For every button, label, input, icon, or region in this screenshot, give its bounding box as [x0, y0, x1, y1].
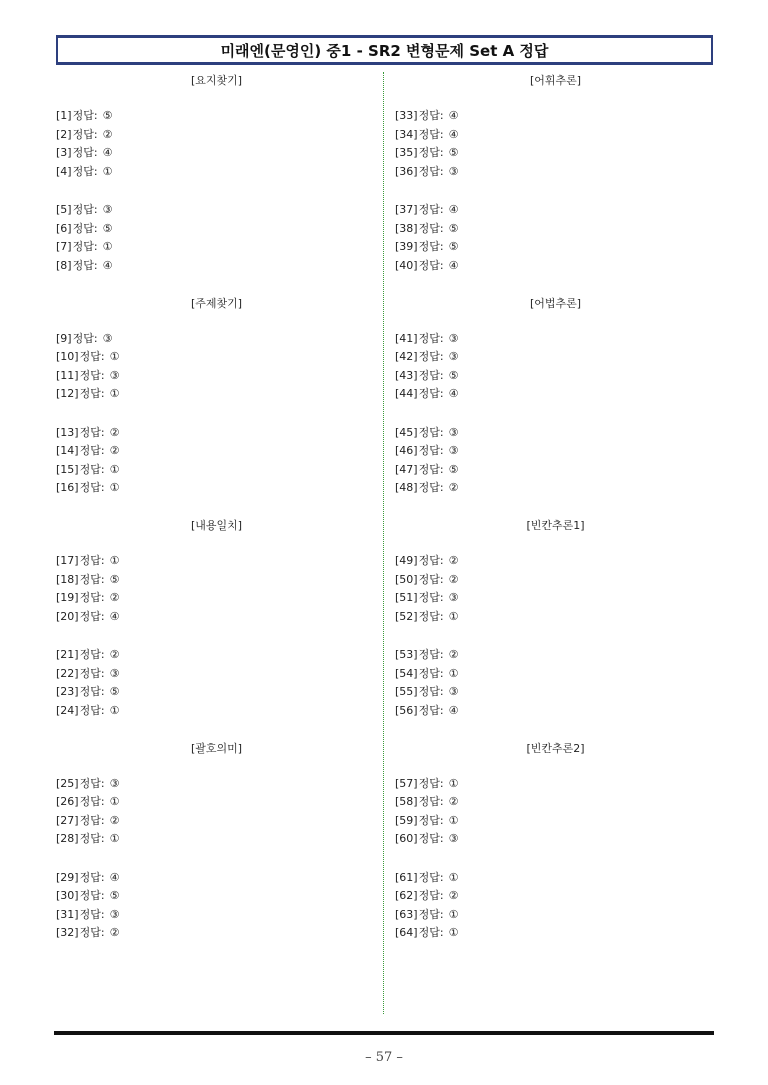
question-number: [2]	[56, 127, 72, 141]
question-number: [16]	[56, 481, 79, 495]
answer-label: 정답:	[418, 813, 444, 827]
answer-label: 정답:	[418, 258, 444, 272]
answer-row	[56, 552, 119, 571]
answer-group	[395, 552, 458, 626]
question-number: [55]	[395, 685, 418, 699]
answer-section	[54, 513, 384, 736]
answer-label: 정답:	[418, 444, 444, 458]
answer-row	[56, 571, 119, 590]
answer-label: 정답:	[418, 795, 444, 809]
answer-value: ③	[448, 685, 459, 699]
page-number: – 57 –	[365, 1050, 403, 1065]
section-title: [괄호의미]	[190, 741, 243, 755]
answer-row	[395, 702, 458, 721]
answer-row	[56, 220, 112, 239]
question-number: [12]	[56, 387, 79, 401]
answer-value: ③	[448, 832, 459, 846]
answer-value: ①	[448, 870, 459, 884]
question-number: [36]	[395, 164, 418, 178]
answer-label: 정답:	[79, 685, 105, 699]
answer-value: ②	[448, 572, 459, 586]
question-number: [23]	[56, 685, 79, 699]
answer-value: ②	[109, 648, 120, 661]
answer-row	[395, 906, 458, 925]
answer-label: 정답:	[79, 368, 105, 382]
question-number: [9]	[56, 331, 72, 345]
answer-value: ⑤	[109, 572, 120, 586]
answer-value: ①	[102, 164, 113, 178]
question-number: [51]	[395, 591, 418, 605]
question-number: [33]	[395, 109, 418, 122]
answer-value: ②	[448, 554, 459, 567]
question-number: [49]	[395, 554, 418, 567]
answer-value: ⑤	[448, 221, 459, 235]
question-number: [21]	[56, 648, 79, 661]
question-number: [58]	[395, 795, 418, 809]
question-number: [30]	[56, 889, 79, 903]
question-number: [28]	[56, 832, 79, 846]
answer-value: ①	[102, 240, 113, 254]
answer-row	[395, 869, 458, 888]
answer-label: 정답:	[418, 609, 444, 623]
answer-value: ④	[448, 703, 459, 717]
answer-label: 정답:	[418, 127, 444, 141]
answer-label: 정답:	[418, 591, 444, 605]
question-number: [38]	[395, 221, 418, 235]
answer-row	[56, 589, 119, 608]
answer-value: ①	[448, 776, 459, 790]
answer-label: 정답:	[418, 870, 444, 884]
answer-value: ②	[448, 481, 459, 495]
answer-value: ②	[109, 425, 120, 439]
answer-label: 정답:	[418, 554, 444, 567]
question-number: [42]	[395, 350, 418, 364]
answer-row	[56, 442, 119, 461]
answer-value: ⑤	[102, 109, 113, 122]
answer-row	[56, 348, 119, 367]
question-number: [18]	[56, 572, 79, 586]
answer-value: ①	[109, 481, 120, 495]
answer-value: ③	[448, 444, 459, 458]
answer-row	[56, 163, 112, 182]
answer-label: 정답:	[79, 813, 105, 827]
answer-row	[395, 348, 458, 367]
answer-row	[56, 924, 119, 943]
answer-value: ④	[448, 258, 459, 272]
answer-row	[395, 812, 458, 831]
answer-value: ④	[109, 609, 120, 623]
answer-section	[393, 68, 723, 291]
footer-rule	[54, 1031, 714, 1035]
answer-label: 정답:	[72, 240, 98, 254]
answer-value: ④	[448, 127, 459, 141]
answer-value: ④	[448, 109, 459, 122]
answer-section	[393, 513, 723, 736]
answer-value: ①	[109, 703, 120, 717]
question-number: [11]	[56, 368, 79, 382]
answer-row	[395, 683, 458, 702]
page-title-text: 미래엔(문영인) 중1 - SR2 변형문제 Set A 정답	[220, 41, 549, 60]
question-number: [32]	[56, 926, 79, 940]
answer-label: 정답:	[418, 648, 444, 661]
question-number: [25]	[56, 776, 79, 790]
section-title: [빈칸추론1]	[526, 519, 585, 532]
answer-label: 정답:	[418, 425, 444, 439]
question-number: [4]	[56, 164, 72, 178]
answer-label: 정답:	[79, 591, 105, 605]
question-number: [39]	[395, 240, 418, 254]
question-number: [26]	[56, 795, 79, 809]
answer-row	[56, 257, 112, 276]
answer-label: 정답:	[79, 870, 105, 884]
question-number: [13]	[56, 425, 79, 439]
answer-label: 정답:	[79, 926, 105, 940]
answer-row	[56, 330, 119, 349]
section-title: [요지찾기]	[190, 74, 243, 87]
answer-label: 정답:	[79, 481, 105, 495]
answer-group	[56, 107, 112, 181]
answer-value: ②	[109, 813, 120, 827]
answer-label: 정답:	[418, 350, 444, 364]
answer-value: ③	[448, 425, 459, 439]
answer-value: ④	[102, 258, 113, 272]
answer-group	[395, 330, 458, 404]
answer-row	[395, 201, 458, 220]
answer-group	[56, 775, 119, 849]
page-title	[56, 35, 713, 65]
answer-label: 정답:	[418, 146, 444, 160]
answer-row	[56, 479, 119, 498]
question-number: [22]	[56, 666, 79, 680]
answer-value: ①	[109, 832, 120, 846]
answer-label: 정답:	[72, 203, 98, 216]
answer-row	[395, 589, 458, 608]
answer-row	[395, 220, 458, 239]
answer-row	[395, 461, 458, 480]
question-number: [6]	[56, 221, 72, 235]
question-number: [63]	[395, 907, 418, 921]
answer-label: 정답:	[418, 331, 444, 345]
answer-value: ④	[109, 870, 120, 884]
answer-row	[395, 163, 458, 182]
answer-row	[56, 906, 119, 925]
answer-value: ③	[102, 331, 113, 345]
answer-label: 정답:	[79, 776, 105, 790]
answer-value: ⑤	[109, 685, 120, 699]
question-number: [46]	[395, 444, 418, 458]
question-number: [40]	[395, 258, 418, 272]
answer-group	[395, 424, 458, 498]
answer-row	[56, 608, 119, 627]
answer-value: ①	[109, 795, 120, 809]
answer-row	[395, 571, 458, 590]
answer-row	[395, 608, 458, 627]
answer-label: 정답:	[72, 146, 98, 160]
answer-label: 정답:	[72, 109, 98, 122]
answer-label: 정답:	[418, 203, 444, 216]
answer-label: 정답:	[418, 907, 444, 921]
question-number: [52]	[395, 609, 418, 623]
answer-value: ③	[109, 666, 120, 680]
question-number: [5]	[56, 203, 72, 216]
answer-label: 정답:	[72, 331, 98, 345]
answer-row	[56, 461, 119, 480]
answer-row	[395, 793, 458, 812]
answer-label: 정답:	[418, 926, 444, 940]
answer-label: 정답:	[418, 164, 444, 178]
question-number: [57]	[395, 776, 418, 790]
answer-label: 정답:	[72, 164, 98, 178]
answer-row	[395, 479, 458, 498]
answer-row	[56, 238, 112, 257]
answer-label: 정답:	[418, 368, 444, 382]
question-number: [29]	[56, 870, 79, 884]
answer-value: ③	[109, 907, 120, 921]
answer-value: ⑤	[448, 146, 459, 160]
answer-value: ③	[102, 203, 113, 216]
question-number: [14]	[56, 444, 79, 458]
question-number: [44]	[395, 387, 418, 401]
answer-value: ①	[448, 926, 459, 940]
answer-label: 정답:	[418, 889, 444, 903]
answer-row	[56, 107, 112, 126]
answer-row	[395, 924, 458, 943]
answer-label: 정답:	[79, 795, 105, 809]
answer-label: 정답:	[79, 444, 105, 458]
answer-value: ⑤	[448, 240, 459, 254]
answer-row	[395, 107, 458, 126]
answer-label: 정답:	[79, 350, 105, 364]
answer-value: ①	[448, 813, 459, 827]
section-title: [주제찾기]	[190, 296, 243, 310]
answer-label: 정답:	[418, 666, 444, 680]
answer-row	[395, 775, 458, 794]
answer-row	[56, 144, 112, 163]
question-number: [7]	[56, 240, 72, 254]
answer-value: ⑤	[109, 889, 120, 903]
question-number: [1]	[56, 109, 72, 122]
answer-row	[395, 424, 458, 443]
answer-value: ②	[109, 591, 120, 605]
answer-label: 정답:	[79, 462, 105, 476]
answer-label: 정답:	[418, 685, 444, 699]
answer-label: 정답:	[418, 776, 444, 790]
answer-label: 정답:	[79, 648, 105, 661]
answer-section	[393, 291, 723, 514]
answer-row	[395, 257, 458, 276]
question-number: [27]	[56, 813, 79, 827]
answer-label: 정답:	[418, 221, 444, 235]
section-title: [어법추론]	[529, 296, 582, 310]
answer-row	[395, 552, 458, 571]
question-number: [3]	[56, 146, 72, 160]
answer-value: ②	[109, 444, 120, 458]
answer-label: 정답:	[79, 387, 105, 401]
question-number: [48]	[395, 481, 418, 495]
answer-group	[395, 201, 458, 275]
answer-label: 정답:	[418, 109, 444, 122]
question-number: [64]	[395, 926, 418, 940]
answer-group	[395, 646, 458, 720]
answer-row	[395, 144, 458, 163]
answer-section	[54, 736, 384, 959]
answer-row	[395, 367, 458, 386]
question-number: [45]	[395, 425, 418, 439]
answer-group	[395, 107, 458, 181]
answer-label: 정답:	[79, 554, 105, 567]
answer-group	[56, 552, 119, 626]
section-title: [내용일치]	[190, 519, 243, 532]
answer-label: 정답:	[79, 832, 105, 846]
answer-value: ⑤	[448, 368, 459, 382]
answer-group	[56, 201, 112, 275]
question-number: [56]	[395, 703, 418, 717]
answer-value: ②	[448, 889, 459, 903]
answer-row	[56, 665, 119, 684]
question-number: [47]	[395, 462, 418, 476]
question-number: [34]	[395, 127, 418, 141]
question-number: [59]	[395, 813, 418, 827]
answer-group	[56, 424, 119, 498]
answer-value: ③	[109, 776, 120, 790]
answer-label: 정답:	[79, 907, 105, 921]
answer-value: ①	[448, 907, 459, 921]
answer-row	[56, 385, 119, 404]
answer-row	[56, 424, 119, 443]
answer-label: 정답:	[418, 572, 444, 586]
answer-value: ①	[109, 462, 120, 476]
question-number: [41]	[395, 331, 418, 345]
answer-row	[395, 442, 458, 461]
answer-section	[393, 736, 723, 959]
answer-row	[56, 126, 112, 145]
answer-label: 정답:	[418, 387, 444, 401]
section-title: [빈칸추론2]	[526, 741, 585, 755]
answer-value: ④	[448, 203, 459, 216]
answer-row	[395, 330, 458, 349]
answer-label: 정답:	[79, 572, 105, 586]
answer-row	[395, 830, 458, 849]
question-number: [24]	[56, 703, 79, 717]
answer-label: 정답:	[72, 221, 98, 235]
question-number: [35]	[395, 146, 418, 160]
answer-row	[56, 830, 119, 849]
answer-label: 정답:	[72, 258, 98, 272]
answer-value: ④	[448, 387, 459, 401]
answer-label: 정답:	[79, 609, 105, 623]
answer-label: 정답:	[79, 889, 105, 903]
answer-row	[56, 869, 119, 888]
answer-value: ⑤	[102, 221, 113, 235]
answer-value: ③	[109, 368, 120, 382]
answer-section	[54, 291, 384, 514]
answer-row	[395, 665, 458, 684]
answer-row	[56, 775, 119, 794]
question-number: [31]	[56, 907, 79, 921]
answer-row	[395, 126, 458, 145]
answer-value: ③	[448, 331, 459, 345]
answer-value: ②	[109, 926, 120, 940]
answer-value: ①	[109, 350, 120, 364]
question-number: [10]	[56, 350, 79, 364]
question-number: [20]	[56, 609, 79, 623]
answer-value: ③	[448, 164, 459, 178]
answer-row	[56, 201, 112, 220]
question-number: [17]	[56, 554, 79, 567]
answer-row	[56, 702, 119, 721]
answer-value: ①	[109, 554, 120, 567]
answer-row	[56, 367, 119, 386]
answer-label: 정답:	[79, 703, 105, 717]
answer-label: 정답:	[79, 666, 105, 680]
answer-row	[395, 385, 458, 404]
answer-label: 정답:	[72, 127, 98, 141]
answer-label: 정답:	[418, 703, 444, 717]
answer-row	[56, 646, 119, 665]
question-number: [15]	[56, 462, 79, 476]
question-number: [37]	[395, 203, 418, 216]
answer-row	[56, 887, 119, 906]
answer-row	[395, 238, 458, 257]
section-title: [어휘추론]	[529, 74, 582, 87]
answer-row	[56, 793, 119, 812]
answer-value: ①	[109, 387, 120, 401]
answer-value: ④	[102, 146, 113, 160]
answer-value: ③	[448, 591, 459, 605]
question-number: [62]	[395, 889, 418, 903]
answer-value: ②	[448, 648, 459, 661]
left-column	[54, 68, 384, 958]
answer-label: 정답:	[418, 832, 444, 846]
answer-row	[395, 646, 458, 665]
answer-label: 정답:	[79, 425, 105, 439]
question-number: [60]	[395, 832, 418, 846]
answer-group	[56, 646, 119, 720]
answer-value: ②	[448, 795, 459, 809]
question-number: [19]	[56, 591, 79, 605]
answer-label: 정답:	[418, 240, 444, 254]
answer-group	[395, 869, 458, 943]
answer-value: ⑤	[448, 462, 459, 476]
answer-row	[395, 887, 458, 906]
answer-value: ③	[448, 350, 459, 364]
answer-group	[56, 869, 119, 943]
answer-group	[56, 330, 119, 404]
question-number: [54]	[395, 666, 418, 680]
answer-row	[56, 812, 119, 831]
answer-group	[395, 775, 458, 849]
question-number: [53]	[395, 648, 418, 661]
answer-value: ②	[102, 127, 113, 141]
right-column	[393, 68, 723, 958]
answer-row	[56, 683, 119, 702]
question-number: [61]	[395, 870, 418, 884]
answer-value: ①	[448, 609, 459, 623]
answer-label: 정답:	[418, 462, 444, 476]
answer-value: ①	[448, 666, 459, 680]
answer-label: 정답:	[418, 481, 444, 495]
question-number: [43]	[395, 368, 418, 382]
question-number: [50]	[395, 572, 418, 586]
answer-section	[54, 68, 384, 291]
question-number: [8]	[56, 258, 72, 272]
